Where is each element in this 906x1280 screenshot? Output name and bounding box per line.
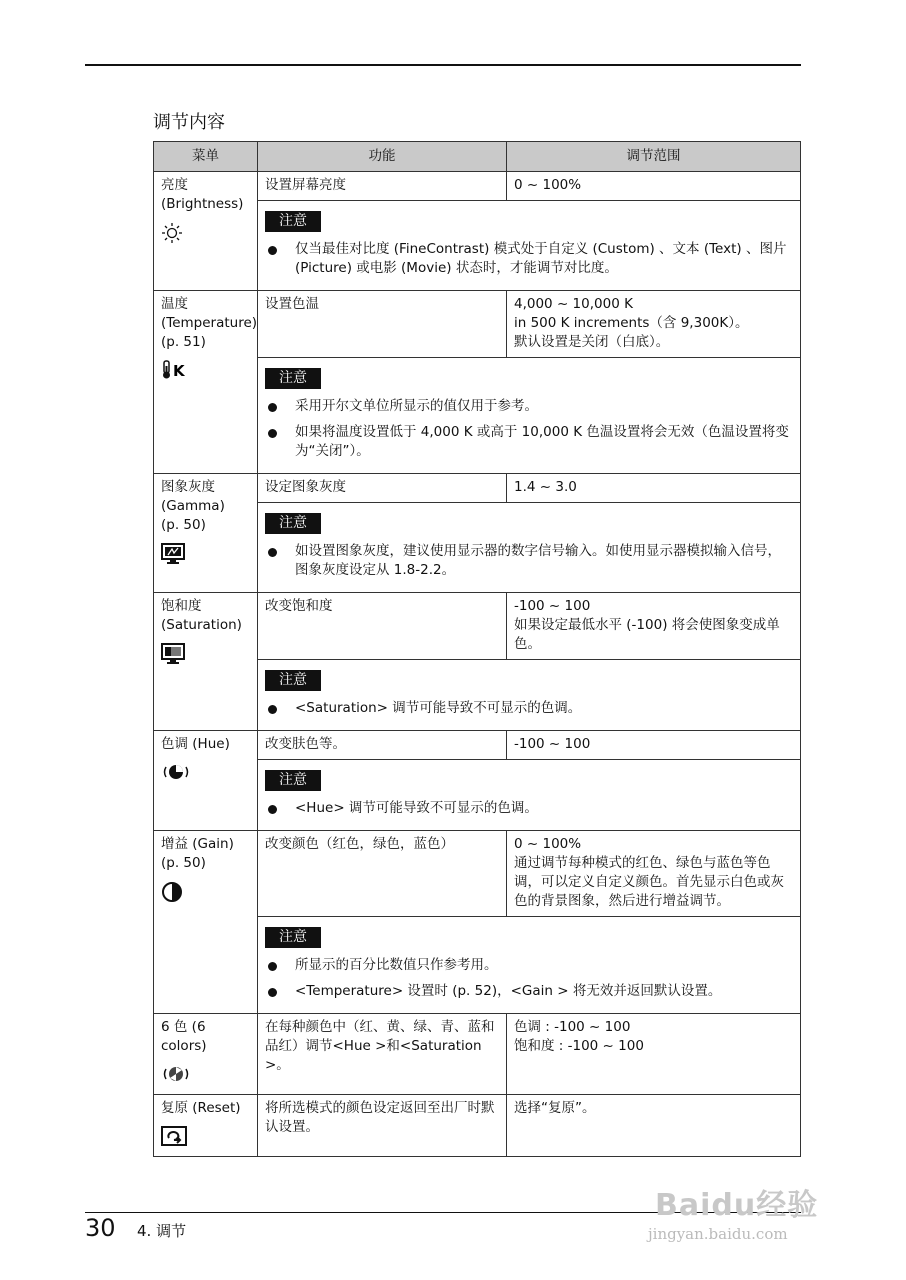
note-cell bbox=[258, 201, 801, 291]
section-title: 调节内容 bbox=[153, 112, 225, 133]
menu-label: 色调 (Hue) bbox=[161, 736, 230, 752]
note-item: 仅当最佳对比度 (FineContrast) 模式处于自定义 (Custom) 、文本 (Text) 、图片 (Picture) 或电影 (Movie) 状态时，才能调节对比度。 bbox=[265, 240, 793, 278]
note-badge: 注意 bbox=[265, 513, 321, 534]
top-rule bbox=[85, 64, 801, 66]
note-item: 如设置图象灰度，建议使用显示器的数字信号输入。如使用显示器模拟输入信号，图象灰度设定从 1.8-2.2。 bbox=[265, 542, 793, 580]
table-row bbox=[154, 731, 801, 760]
menu-label: (p. 50) bbox=[161, 855, 206, 871]
note-item: 采用开尔文单位所显示的值仅用于参考。 bbox=[265, 397, 793, 416]
menu-label: (p. 50) bbox=[161, 517, 206, 533]
menu-label: (Brightness) bbox=[161, 196, 244, 212]
header-function: 功能 bbox=[258, 142, 507, 172]
note-item: 如果将温度设置低于 4,000 K 或高于 10,000 K 色温设置将会无效（色温设置将变为“关闭”）。 bbox=[265, 423, 793, 461]
table-row bbox=[154, 1095, 801, 1157]
watermark-logo: Baidu经验 bbox=[655, 1188, 819, 1223]
range-line: 饱和度 : -100 ~ 100 bbox=[514, 1038, 644, 1054]
menu-label: 温度 bbox=[161, 296, 188, 312]
menu-label: 饱和度 bbox=[161, 598, 202, 614]
note-badge: 注意 bbox=[265, 211, 321, 232]
table-row bbox=[154, 831, 801, 917]
saturation-icon bbox=[161, 643, 250, 670]
reset-icon bbox=[161, 1126, 250, 1151]
function-cell: 设定图象灰度 bbox=[258, 474, 507, 503]
function-cell: 设置色温 bbox=[258, 291, 507, 358]
function-cell: 改变饱和度 bbox=[258, 593, 507, 660]
range-cell bbox=[507, 172, 801, 201]
range-cell bbox=[507, 593, 801, 660]
svg-text:K: K bbox=[173, 362, 185, 380]
menu-label: 图象灰度 bbox=[161, 479, 215, 495]
menu-cell bbox=[154, 1014, 258, 1095]
chapter-label: 4. 调节 bbox=[137, 1222, 187, 1240]
range-cell bbox=[507, 1095, 801, 1157]
range-cell bbox=[507, 474, 801, 503]
menu-label: (Gamma) bbox=[161, 498, 225, 514]
brightness-icon bbox=[161, 222, 250, 249]
function-cell: 将所选模式的颜色设定返回至出厂时默认设置。 bbox=[258, 1095, 507, 1157]
six-colors-icon bbox=[161, 1064, 250, 1089]
menu-cell bbox=[154, 172, 258, 291]
note-badge: 注意 bbox=[265, 368, 321, 389]
range-line: 默认设置是关闭（白底）。 bbox=[514, 334, 670, 350]
menu-label: 6 色 (6 colors) bbox=[161, 1019, 207, 1054]
menu-cell bbox=[154, 593, 258, 731]
function-cell: 改变颜色（红色，绿色，蓝色） bbox=[258, 831, 507, 917]
note-badge: 注意 bbox=[265, 670, 321, 691]
note-item: <Saturation> 调节可能导致不可显示的色调。 bbox=[265, 699, 793, 718]
menu-label: (Saturation) bbox=[161, 617, 242, 633]
hue-icon bbox=[161, 762, 250, 787]
function-cell: 设置屏幕亮度 bbox=[258, 172, 507, 201]
range-line: 色调 : -100 ~ 100 bbox=[514, 1019, 631, 1035]
range-cell bbox=[507, 291, 801, 358]
menu-cell bbox=[154, 731, 258, 831]
range-line: 0 ~ 100% bbox=[514, 836, 582, 852]
menu-cell bbox=[154, 291, 258, 474]
menu-label: 增益 (Gain) bbox=[161, 836, 234, 852]
range-line: 选择“复原”。 bbox=[514, 1100, 596, 1116]
function-cell: 在每种颜色中（红、黄、绿、青、蓝和品红）调节<Hue >和<Saturation >。 bbox=[258, 1014, 507, 1095]
gamma-icon bbox=[161, 543, 250, 570]
range-line: in 500 K increments（含 9,300K）。 bbox=[514, 315, 749, 331]
table-row bbox=[154, 593, 801, 660]
range-line: 0 ~ 100% bbox=[514, 177, 582, 193]
note-cell bbox=[258, 358, 801, 474]
range-line: -100 ~ 100 bbox=[514, 736, 591, 752]
table-row bbox=[154, 172, 801, 201]
table-header-row bbox=[154, 142, 801, 172]
menu-label: (Temperature) bbox=[161, 315, 258, 331]
note-badge: 注意 bbox=[265, 770, 321, 791]
menu-cell bbox=[154, 831, 258, 1014]
range-cell bbox=[507, 1014, 801, 1095]
watermark-url: jingyan.baidu.com bbox=[648, 1225, 788, 1243]
menu-cell bbox=[154, 474, 258, 593]
note-cell bbox=[258, 760, 801, 831]
range-line: -100 ~ 100 bbox=[514, 598, 591, 614]
range-cell bbox=[507, 731, 801, 760]
table-row bbox=[154, 474, 801, 503]
menu-label: 复原 (Reset) bbox=[161, 1100, 241, 1116]
table-row bbox=[154, 1014, 801, 1095]
range-cell bbox=[507, 831, 801, 917]
page-number: 30 bbox=[85, 1214, 116, 1242]
note-item: <Temperature> 设置时 (p. 52)，<Gain > 将无效并返回默认设置。 bbox=[265, 982, 793, 1001]
range-line: 1.4 ~ 3.0 bbox=[514, 479, 577, 495]
function-cell: 改变肤色等。 bbox=[258, 731, 507, 760]
range-line: 通过调节每种模式的红色、绿色与蓝色等色调，可以定义自定义颜色。首先显示白色或灰色的背景图象，然后进行增益调节。 bbox=[514, 855, 784, 909]
note-cell bbox=[258, 660, 801, 731]
range-line: 如果设定最低水平 (-100) 将会使图象变成单色。 bbox=[514, 617, 780, 652]
menu-label: (p. 51) bbox=[161, 334, 206, 350]
note-badge: 注意 bbox=[265, 927, 321, 948]
header-menu: 菜单 bbox=[154, 142, 258, 172]
range-line: 4,000 ~ 10,000 K bbox=[514, 296, 633, 312]
note-item: 所显示的百分比数值只作参考用。 bbox=[265, 956, 793, 975]
menu-label: 亮度 bbox=[161, 177, 188, 193]
header-range: 调节范围 bbox=[507, 142, 801, 172]
note-cell bbox=[258, 503, 801, 593]
menu-cell bbox=[154, 1095, 258, 1157]
settings-table bbox=[153, 141, 801, 1157]
note-item: <Hue> 调节可能导致不可显示的色调。 bbox=[265, 799, 793, 818]
gain-icon bbox=[161, 881, 250, 908]
table-row bbox=[154, 291, 801, 358]
note-cell bbox=[258, 917, 801, 1014]
temperature-icon bbox=[161, 360, 250, 385]
